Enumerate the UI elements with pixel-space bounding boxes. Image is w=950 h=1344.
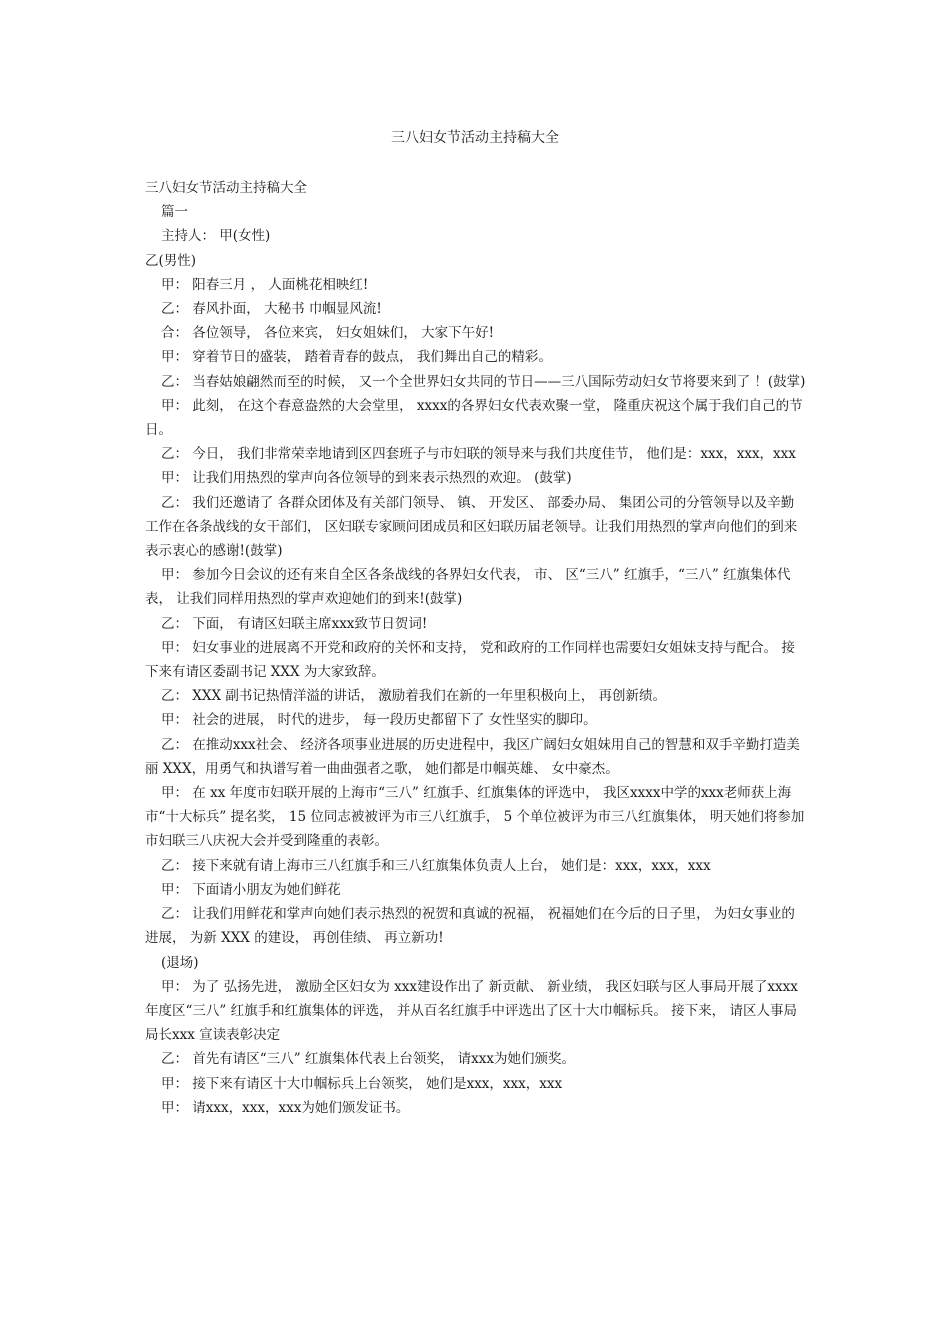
document-paragraph: 甲： 下面请小朋友为她们鲜花 [161, 881, 341, 898]
document-paragraph: 甲： 阳春三月 ， 人面桃花相映红! [161, 276, 369, 293]
document-paragraph: 乙： XXX 副书记热情洋溢的讲话， 激励着我们在新的一年里积极向上， 再创新绩。 [161, 688, 666, 705]
document-paragraph: 乙： 我们还邀请了 各群众团体及有关部门领导、 镇、 开发区、 部委办局、 集团公司的分管领导以及辛勤工作在各条战线的女干部们， 区妇联专家顾问团成员和区妇联历届老领导。让我们用热烈的掌声向他们的到来表示衷心的感谢!(鼓掌) [145, 494, 798, 560]
document-paragraph: 乙： 今日， 我们非常荣幸地请到区四套班子与市妇联的领导来与我们共度佳节， 他们是：xxx，xxx，xxx [161, 446, 796, 463]
document-paragraph: 乙(男性) [145, 252, 197, 269]
document-paragraph: 合： 各位领导， 各位来宾， 妇女姐妹们， 大家下午好! [161, 325, 495, 342]
document-body [145, 176, 807, 1120]
document-paragraph: 乙： 让我们用鲜花和掌声向她们表示热烈的祝贺和真诚的祝福， 祝福她们在今后的日子里， 为妇女事业的进展， 为新 XXX 的建设， 再创佳绩、 再立新功! [145, 906, 795, 947]
document-paragraph: 甲： 妇女事业的进展离不开党和政府的关怀和支持， 党和政府的工作同样也需要妇女姐妹支持与配合。 接下来有请区委副书记 XXX 为大家致辞。 [145, 639, 795, 681]
document-paragraph: 三八妇女节活动主持稿大全 [145, 180, 307, 196]
document-title: 三八妇女节活动主持稿大全 [391, 130, 559, 146]
document-paragraph: 甲： 此刻， 在这个春意盎然的大会堂里， xxxx的各界妇女代表欢聚一堂， 隆重庆祝这个属于我们自己的节日。 [145, 397, 803, 439]
document-paragraph: 甲： 穿着节日的盛装， 踏着青春的鼓点， 我们舞出自己的精彩。 [161, 349, 552, 366]
document-paragraph: 乙： 在推动xxx社会、 经济各项事业进展的历史进程中，我区广阔妇女姐妹用自己的智慧和双手辛勤打造美丽 XXX，用勇气和执谱写着一曲曲强者之歌， 她们都是巾帼英雄、 女中豪杰。 [145, 736, 800, 777]
document-paragraph: (退场) [161, 954, 199, 971]
document-paragraph: 乙： 当春姑娘翩然而至的时候， 又一个全世界妇女共同的节日——三八国际劳动妇女节将要来到了 ！(鼓掌) [161, 373, 806, 390]
document-paragraph: 甲： 在 xx 年度市妇联开展的上海市“三八” 红旗手、红旗集体的评选中， 我区xxxx中学的xxx老师获上海市“十大标兵” 提名奖， 15 位同志被被评为市三八红旗手， 5 个单位被评为市三八红旗集体， 明天她们将参加市妇联三八庆祝大会并受到隆重的表彰。 [145, 785, 805, 850]
document-paragraph: 乙： 接下来就有请上海市三八红旗手和三八红旗集体负责人上台， 她们是：xxx，xxx，xxx [161, 857, 711, 874]
document-paragraph: 甲： 请xxx，xxx，xxx为她们颁发证书。 [161, 1099, 410, 1116]
document-paragraph: 甲： 让我们用热烈的掌声向各位领导的到来表示热烈的欢迎。 (鼓掌) [161, 470, 572, 487]
document-paragraph: 甲： 为了 弘扬先进， 激励全区妇女为 xxx建设作出了 新贡献、 新业绩， 我区妇联与区人事局开展了xxxx年度区“三八” 红旗手和红旗集体的评选， 并从百名红旗手中评选出了区十大巾帼标兵。 接下来， 请区人事局局长xxx 宣读表彰决定 [145, 978, 798, 1044]
document-paragraph: 乙： 下面， 有请区妇联主席xxx致节日贺词! [161, 615, 428, 632]
document-paragraph: 主持人： 甲(女性) [161, 228, 271, 245]
document-paragraph: 甲： 社会的进展， 时代的进步， 每一段历史都留下了 女性坚实的脚印。 [161, 712, 597, 729]
document-paragraph: 乙： 春风扑面， 大秘书 巾帼显风流! [161, 301, 382, 318]
document-paragraph: 甲： 接下来有请区十大巾帼标兵上台领奖， 她们是xxx，xxx，xxx [161, 1075, 563, 1092]
document-paragraph: 甲： 参加今日会议的还有来自全区各条战线的各界妇女代表， 市、 区“三八” 红旗手，“三八” 红旗集体代表， 让我们同样用热烈的掌声欢迎她们的到来!(鼓掌) [145, 567, 791, 608]
document-paragraph: 乙： 首先有请区“三八” 红旗集体代表上台领奖， 请xxx为她们颁奖。 [161, 1051, 576, 1068]
document-paragraph: 篇一 [161, 204, 188, 221]
